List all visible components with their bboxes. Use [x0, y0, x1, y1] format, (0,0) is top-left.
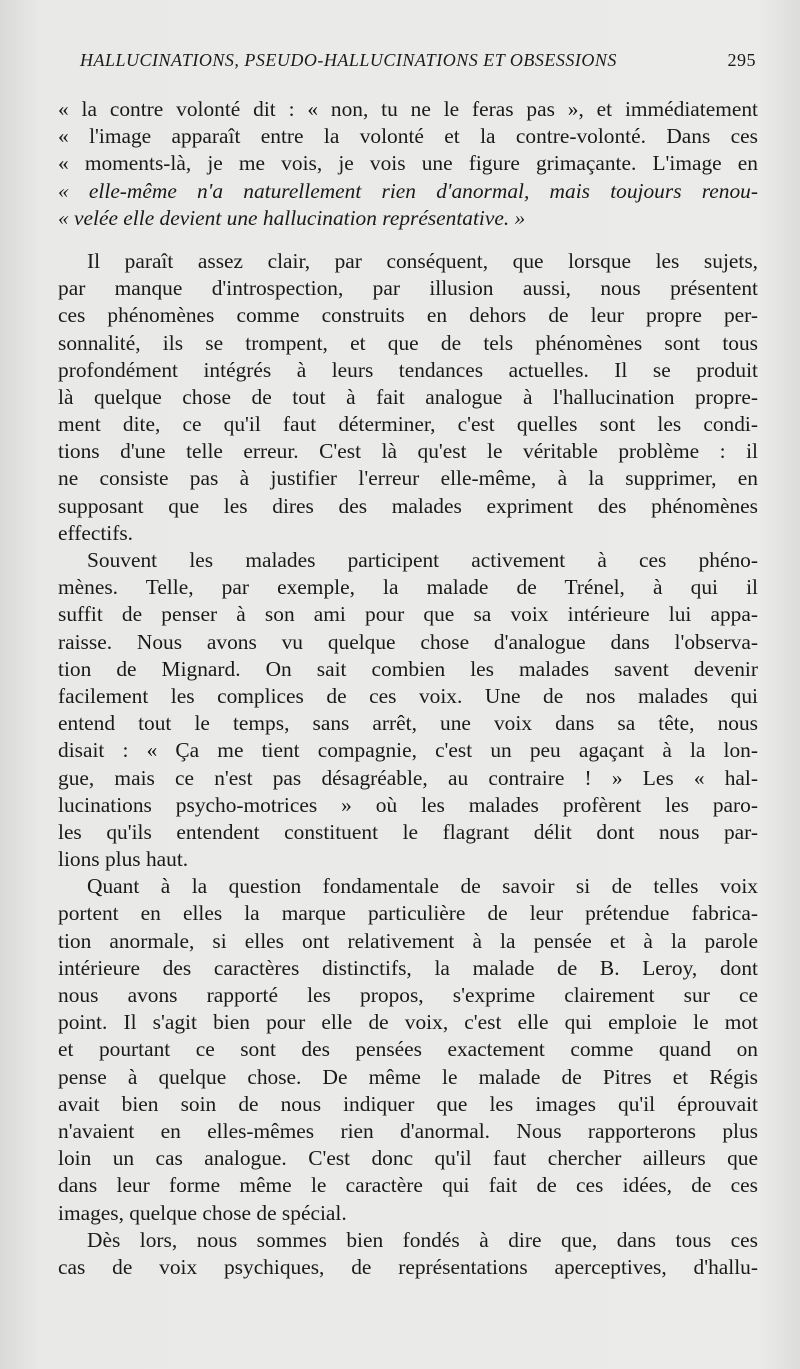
text-line: tion anormale, si elles ont relativement à la pensée et à la parole — [58, 928, 758, 953]
text-line: tions d'une telle erreur. C'est là qu'est le véritable problème : il — [58, 439, 758, 464]
quote-line: « elle-même n'a naturellement rien d'anormal, mais toujours renou- — [58, 178, 758, 203]
text-line: lucinations psycho-motrices » où les malades profèrent les paro- — [58, 792, 758, 817]
text-line: les qu'ils entendent constituent le flagrant délit dont nous par- — [58, 819, 758, 844]
text-line: Quant à la question fondamentale de savoir si de telles voix — [87, 874, 758, 899]
paragraph — [58, 1227, 758, 1281]
quote-line: « la contre volonté dit : « non, tu ne le feras pas », et immédiatement — [58, 97, 758, 121]
text-line: mènes. Telle, par exemple, la malade de Trénel, à qui il — [58, 575, 758, 600]
quote-line: « velée elle devient une hallucination représentative. » — [58, 205, 526, 230]
text-line: ces phénomènes comme construits en dehors de leur propre per- — [58, 303, 758, 328]
body-text — [58, 96, 758, 1281]
text-line: entend tout le temps, sans arrêt, une voix dans sa tête, nous — [58, 711, 758, 736]
text-line: supposant que les dires des malades expriment des phénomènes — [58, 493, 758, 518]
text-line: n'avaient en elles-mêmes rien d'anormal. Nous rapporterons plus — [58, 1118, 758, 1143]
text-line: suffit de penser à son ami pour que sa voix intérieure lui appa- — [58, 602, 758, 627]
text-line: par manque d'introspection, par illusion aussi, nous présentent — [58, 276, 758, 301]
text-line: Dès lors, nous sommes bien fondés à dire que, dans tous ces — [87, 1227, 758, 1252]
text-line: profondément intégrés à leurs tendances actuelles. Il se produit — [58, 357, 758, 382]
text-line: facilement les complices de ces voix. Une de nos malades qui — [58, 683, 758, 708]
text-line: Il paraît assez clair, par conséquent, que lorsque les sujets, — [87, 248, 758, 273]
text-line: loin un cas analogue. C'est donc qu'il faut chercher ailleurs que — [58, 1146, 758, 1171]
text-line: effectifs. — [58, 520, 134, 545]
text-line: Souvent les malades participent activement à ces phéno- — [87, 548, 758, 572]
text-line: nous avons rapporté les propos, s'exprime clairement sur ce — [58, 983, 758, 1007]
running-header — [80, 50, 756, 71]
text-line: disait : « Ça me tient compagnie, c'est un peu agaçant à la lon- — [58, 738, 758, 763]
text-line: lions plus haut. — [58, 847, 189, 872]
text-line: point. Il s'agit bien pour elle de voix, c'est elle qui emploie le mot — [58, 1010, 758, 1035]
quote-line: « moments-là, je me vois, je vois une figure grimaçante. L'image en — [58, 151, 758, 176]
text-line: images, quelque chose de spécial. — [58, 1200, 347, 1225]
text-line: et pourtant ce sont des pensées exactement comme quand on — [58, 1037, 758, 1062]
text-line: sonnalité, ils se trompent, et que de tels phénomènes sont tous — [58, 330, 758, 355]
text-line: pense à quelque chose. De même le malade de Pitres et Régis — [58, 1064, 758, 1089]
text-line: avait bien soin de nous indiquer que les images qu'il éprouvait — [58, 1091, 758, 1116]
quote-line: « l'image apparaît entre la volonté et la contre-volonté. Dans ces — [58, 124, 758, 149]
paragraph — [58, 248, 758, 547]
text-line: intérieure des caractères distinctifs, la malade de B. Leroy, dont — [58, 955, 758, 980]
running-title: HALLUCINATIONS, PSEUDO-HALLUCINATIONS ET OBSESSIONS — [80, 50, 617, 70]
paragraph — [58, 873, 758, 1226]
text-line: raisse. Nous avons vu quelque chose d'analogue dans l'observa- — [58, 629, 758, 654]
text-line: portent en elles la marque particulière de leur prétendue fabrica- — [58, 901, 758, 926]
quote-block — [58, 96, 758, 232]
text-line: ne consiste pas à justifier l'erreur elle-même, à la supprimer, en — [58, 466, 758, 491]
text-line: gue, mais ce n'est pas désagréable, au contraire ! » Les « hal- — [58, 765, 758, 790]
text-line: dans leur forme même le caractère qui fait de ces idées, de ces — [58, 1173, 758, 1198]
text-line: là quelque chose de tout à fait analogue à l'hallucination propre- — [58, 384, 758, 409]
text-line: ment dite, ce qu'il faut déterminer, c'est quelles sont les condi- — [58, 412, 758, 437]
page-number: 295 — [727, 50, 756, 70]
paragraph — [58, 547, 758, 873]
text-line: tion de Mignard. On sait combien les malades savent devenir — [58, 656, 758, 681]
text-line: cas de voix psychiques, de représentations aperceptives, d'hallu- — [58, 1254, 758, 1279]
